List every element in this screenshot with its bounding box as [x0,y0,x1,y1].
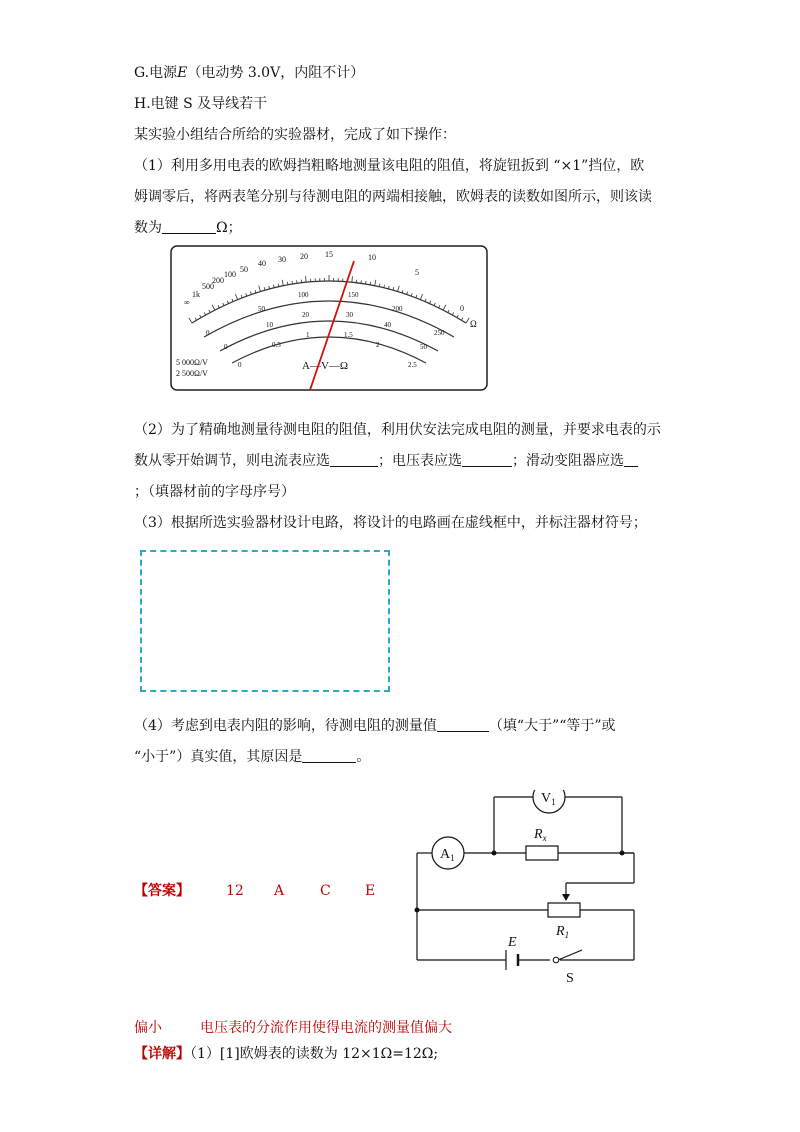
q1-answer-blank[interactable] [162,219,216,234]
q2-rheostat-text: ；滑动变阻器应选 [512,453,624,469]
rheostat-r1 [548,903,580,917]
option-g-var: E [177,65,188,81]
resistor-rx-label: $R_x$ [534,827,547,843]
low-tick-2: 2 [376,341,380,349]
voltmeter-label: $V_1$ [541,791,556,807]
q2-rheostat-blank[interactable] [624,452,638,467]
ohm-tick-500: 500 [202,282,214,291]
answer-reason: 电压表的分流作用使得电流的测量值偏大 [200,1020,452,1036]
ac-tick-10: 10 [266,321,273,329]
sensitivity-dc: 5 000Ω/V [176,358,208,367]
q2-voltmeter-blank[interactable] [462,452,512,467]
battery-label: E [508,935,517,950]
answer-result-4: 偏小 [134,1020,162,1036]
circuit-drawing-area[interactable] [140,550,390,692]
low-tick-0.5: 0.5 [272,341,281,349]
q1-line2: 姆调零后，将两表笔分别与待测电阻的两端相接触，欧姆表的读数如图所示，则该读 [134,189,652,205]
q1-pre: 数为 [134,220,162,236]
resistor-rx [526,846,558,860]
dc-tick-100: 100 [298,291,309,299]
ac-tick-40: 40 [384,321,391,329]
q4-reason-post: 。 [356,749,371,765]
option-g-rest: （电动势 3.0V，内阻不计） [187,65,365,81]
q2-ammeter-blank[interactable] [330,452,378,467]
ohm-tick-100: 100 [224,270,236,279]
ohm-unit: Ω [470,319,477,329]
rheostat-label: $R_1$ [556,924,570,940]
ohm-tick-10: 10 [368,253,376,262]
ohm-tick-5: 5 [415,268,419,277]
ohm-tick-0: 0 [460,304,464,313]
detail-label: 【详解】 [134,1046,190,1062]
low-tick-1: 1 [306,331,310,339]
q2-line1: （2）为了精确地测量待测电阻的阻值，利用伏安法完成电阻的测量，并要求电表的示 [134,422,661,438]
answer-label: 【答案】 [134,883,190,899]
sensitivity-ac: 2 500Ω/V [176,369,208,378]
low-tick-0: 0 [238,361,242,369]
ac-tick-30: 30 [346,311,353,319]
answer-value-1: 12 [226,883,244,899]
q2-line2 [134,452,638,470]
option-h: H.电键 S 及导线若干 [134,96,268,112]
ohm-tick-40: 40 [258,259,266,268]
ohm-tick-15: 15 [325,250,333,259]
option-g-prefix: G.电源 [134,65,178,81]
q4-post: （填“大于”“等于”或 [488,718,616,734]
ohm-tick-20: 20 [300,252,308,261]
intro-text: 某实验小组结合所给的实验器材，完成了如下操作： [134,127,456,143]
multimeter-dial [170,245,488,391]
dc-tick-250: 250 [434,329,445,337]
ohm-tick-30: 30 [278,255,286,264]
ohm-tick-200: 200 [212,276,224,285]
q4-line2 [134,748,370,766]
answer-value-4: E [365,883,376,899]
mode-label: A—V—Ω [302,360,349,372]
q3-line: （3）根据所选实验器材设计电路，将设计的电路画在虚线框中，并标注器材符号； [134,515,647,531]
q4-reason-blank[interactable] [302,748,356,763]
ohm-tick-50: 50 [240,265,248,274]
option-g [134,64,364,82]
q2-voltmeter-text: ；电压表应选 [378,453,462,469]
answer-value-3: C [320,883,331,899]
q4-line1 [134,717,616,735]
switch-label: S [566,971,574,986]
dc-tick-0: 0 [206,329,210,337]
ohm-tick-inf: ∞ [184,298,190,307]
q2-line3: ；（填器材前的字母序号） [134,484,295,500]
ammeter-label: $A_1$ [440,847,455,863]
q4-reason-pre: “小于”）真实值，其原因是 [134,749,303,765]
q1-line3 [134,219,242,237]
detail-text: （1）[1]欧姆表的读数为 12×1Ω=12Ω; [190,1046,439,1062]
low-tick-2.5: 2.5 [408,361,417,369]
q4-measure-blank[interactable] [437,717,489,732]
q2-ammeter-text: 数从零开始调节，则电流表应选 [134,453,330,469]
detail-line [134,1045,438,1063]
q1-post: Ω； [216,220,242,236]
ohm-tick-1k: 1k [192,290,200,299]
answer-value-2: A [274,883,285,899]
ohm-scale-tick [370,282,371,285]
ac-tick-20: 20 [302,311,309,319]
q4-pre: （4）考虑到电表内阻的影响，待测电阻的测量值 [134,718,437,734]
dc-tick-200: 200 [392,305,403,313]
dc-tick-50: 50 [258,305,265,313]
low-tick-1.5: 1.5 [344,331,353,339]
slider-arrow-icon [562,894,570,901]
answer-circuit-diagram [410,790,650,990]
ac-tick-0: 0 [224,343,228,351]
q1-line1: （1）利用多用电表的欧姆挡粗略地测量该电阻的阻值，将旋钮扳到 “×1”挡位，欧 [134,158,645,174]
dc-tick-150: 150 [348,291,359,299]
ac-tick-50: 50 [420,343,427,351]
ohm-scale-tick [287,282,288,285]
